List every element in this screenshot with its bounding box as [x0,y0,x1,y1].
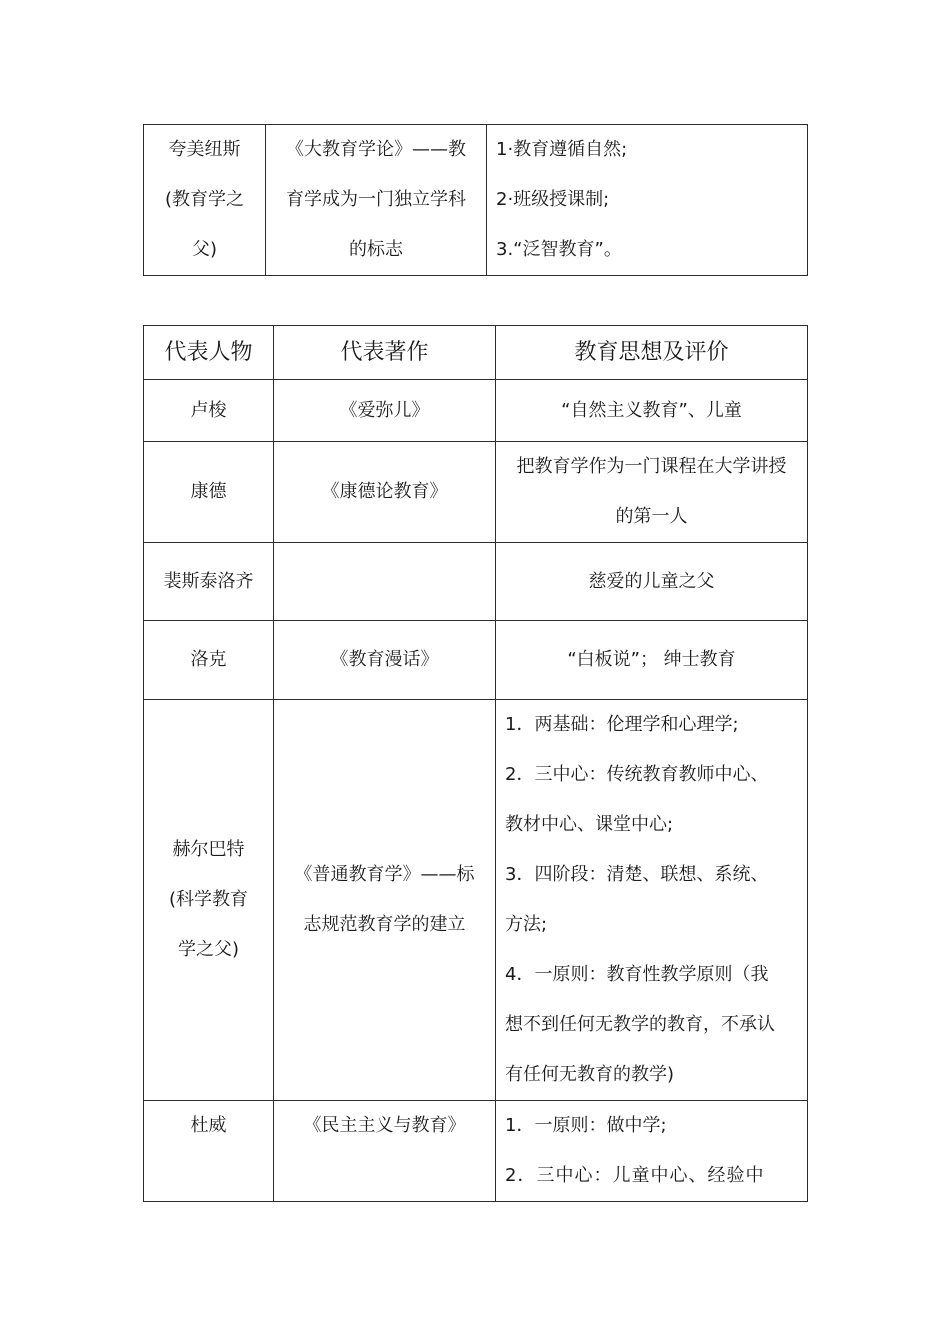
work-cell [274,543,496,621]
thought-item: 1·教育遵循自然; [496,139,628,160]
table-row [144,125,808,276]
thought-line: 1．一原则：做中学; [505,1115,667,1136]
thought-cell [496,442,808,543]
person-title-end: 父) [191,239,218,260]
work-line: 的标志 [349,239,403,260]
table-row [144,380,808,442]
work-cell: 《民主主义与教育》 [274,1101,496,1202]
header-thought: 教育思想及评价 [496,326,808,380]
person-title: (科学教育 [168,889,249,910]
thought-line: 方法; [505,914,548,935]
thought-cell: 慈爱的儿童之父 [496,543,808,621]
thought-line: 有任何无教育的教学) [505,1064,675,1085]
thought-line: 4．一原则：教育性教学原则（我 [505,964,769,985]
table-kmns [143,124,808,276]
thought-cell: “白板说”； 绅士教育 [496,621,808,700]
thought-line: 的第一人 [615,506,688,527]
person-cell: 卢梭 [144,380,274,442]
thought-line: 2．三中心：传统教育教师中心、 [505,764,769,785]
person-name: 夸美纽斯 [168,139,241,160]
person-cell: 洛克 [144,621,274,700]
thought-cell [487,125,808,276]
work-cell [266,125,487,276]
work-cell: 《康德论教育》 [274,442,496,543]
person-cell: 杜威 [144,1101,274,1202]
thought-line: 把教育学作为一门课程在大学讲授 [516,456,787,477]
thought-line: 1．两基础：伦理学和心理学; [505,714,739,735]
work-cell: 《爱弥儿》 [274,380,496,442]
person-cell: 康德 [144,442,274,543]
thought-item: 2·班级授课制; [496,189,610,210]
table-row [144,700,808,1101]
table-header-row [144,326,808,380]
work-line: 《大教育学论》——教 [286,139,466,160]
work-line: 育学成为一门独立学科 [286,189,466,210]
person-title-end: 学之父) [177,939,240,960]
work-cell: 《教育漫话》 [274,621,496,700]
work-cell [274,700,496,1101]
thought-cell [496,1101,808,1202]
person-cell [144,700,274,1101]
table-row [144,1101,808,1202]
person-cell: 裴斯泰洛齐 [144,543,274,621]
thought-line: 3．四阶段：清楚、联想、系统、 [505,864,769,885]
table-educators [143,325,808,1202]
thought-cell [496,700,808,1101]
thought-line: 2．三中心：儿童中心、经验中 [505,1165,765,1186]
person-cell [144,125,266,276]
thought-line: 想不到任何无教学的教育，不承认 [505,1014,775,1035]
thought-line: 教材中心、课堂中心; [505,814,674,835]
header-person: 代表人物 [144,326,274,380]
thought-cell: “自然主义教育”、儿童 [496,380,808,442]
work-line: 志规范教育学的建立 [303,914,466,935]
person-title: (教育学之 [164,189,245,210]
table-row [144,621,808,700]
table-row [144,543,808,621]
table-row [144,442,808,543]
header-work: 代表著作 [274,326,496,380]
work-line: 《普通教育学》——标 [294,864,475,885]
thought-item: 3.“泛智教育”。 [496,239,622,260]
person-name: 赫尔巴特 [172,839,245,860]
